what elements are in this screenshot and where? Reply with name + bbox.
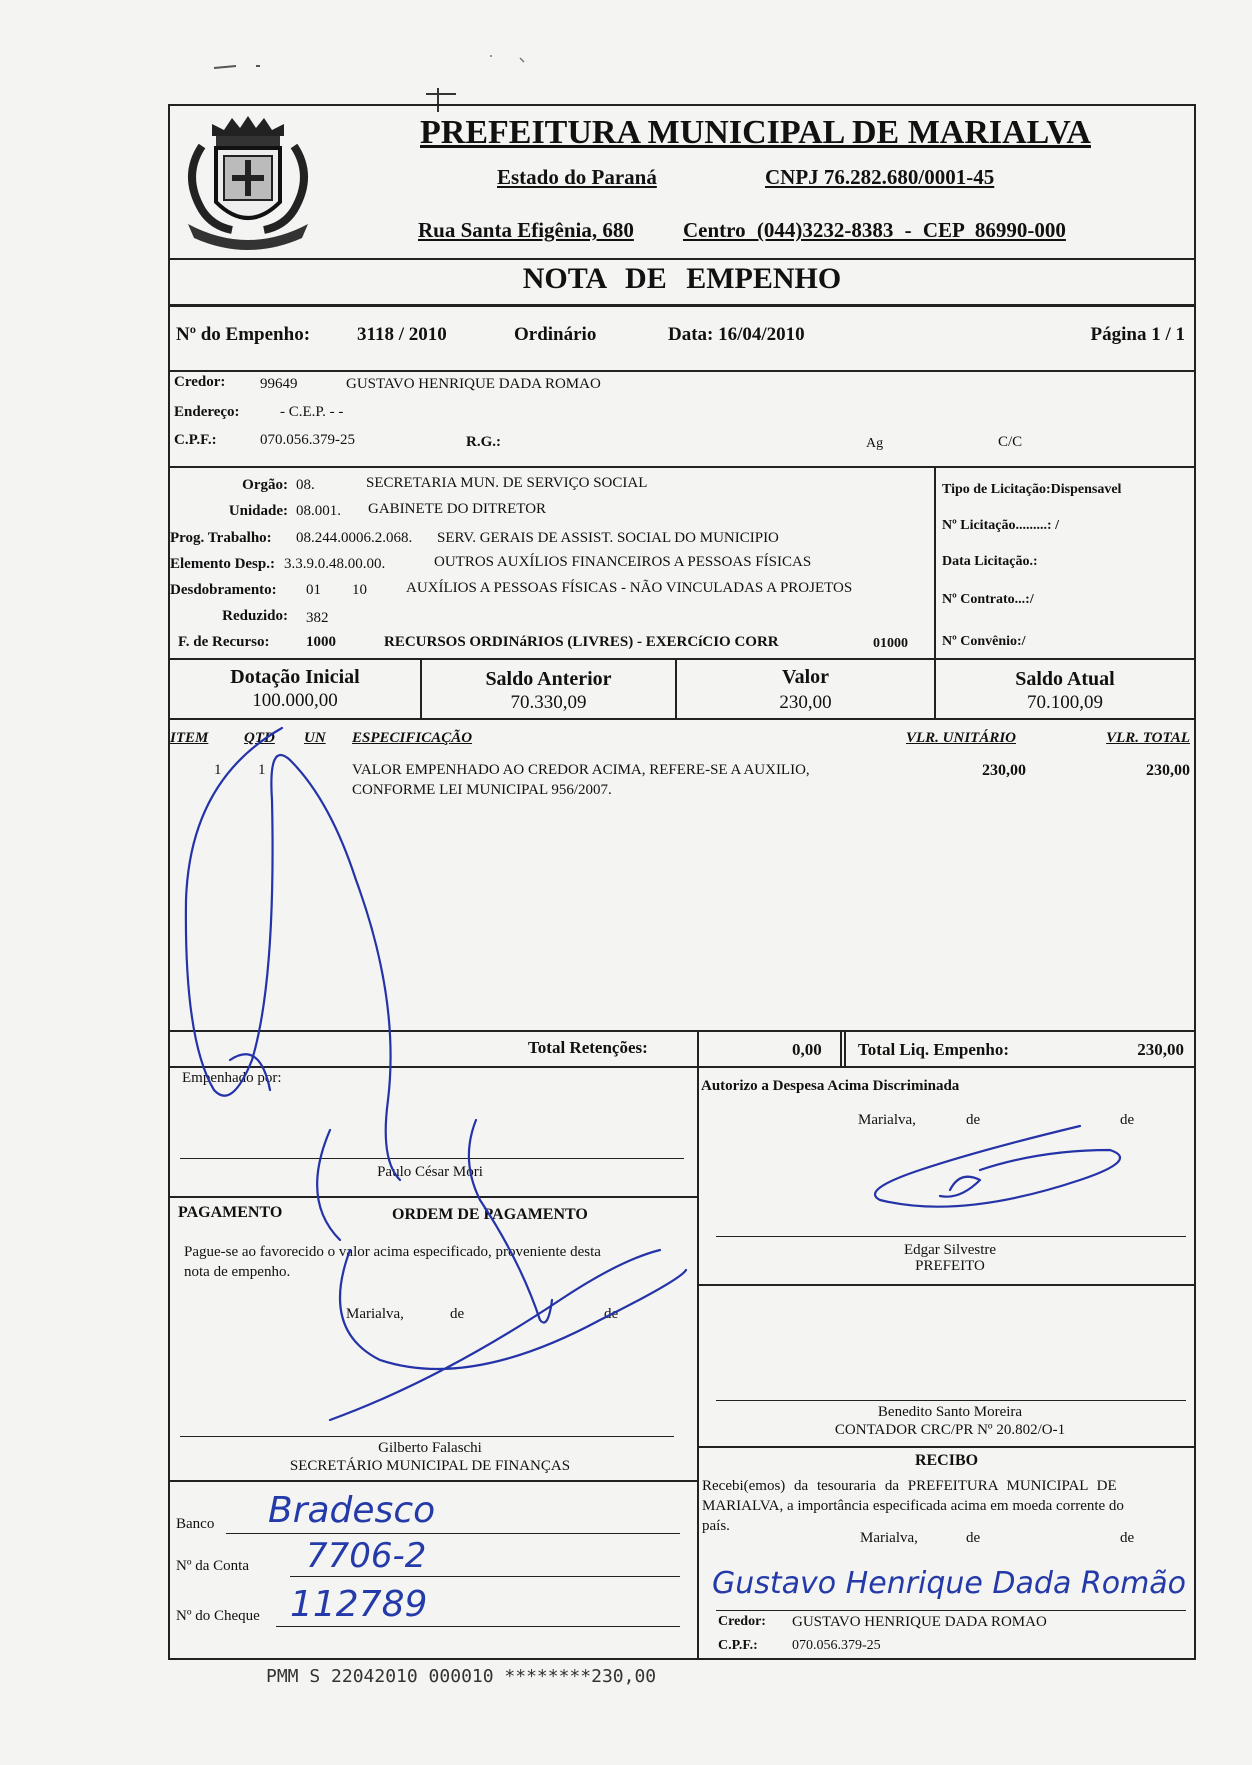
unidade-desc: GABINETE DO DITRETOR [368,501,547,517]
autorizo-de1: de [966,1112,981,1128]
orgao-label: Orgão: [242,477,288,493]
licitacao-numero: Nº Licitação.........: / [942,518,1059,533]
col-item: ITEM [170,730,209,746]
recibo-cpf: 070.056.379-25 [792,1638,881,1653]
prog-label: Prog. Trabalho: [170,530,272,546]
desd-desc: AUXÍLIOS A PESSOAS FÍSICAS - NÃO VINCULADAS A PROJETOS [406,580,853,596]
orgao-desc: SECRETARIA MUN. DE SERVIÇO SOCIAL [366,475,648,491]
empenhado-name: Paulo César Mori [377,1164,483,1180]
recibo-credor-label: Credor: [718,1614,766,1629]
header-title: PREFEITURA MUNICIPAL DE MARIALVA [420,114,1091,151]
recurso-code2: 01000 [873,636,908,651]
page-number: Página 1 / 1 [1090,324,1185,345]
col-qtd: QTD [244,730,275,746]
saldo-anterior-label: Saldo Anterior [485,668,612,690]
pagamento-de2: de [604,1306,619,1322]
recibo-text3: país. [702,1518,730,1534]
pagamento-text2: nota de empenho. [184,1264,291,1280]
recibo-place: Marialva, [860,1530,918,1546]
cpf-label: C.P.F.: [174,432,217,448]
empenho-type: Ordinário [514,324,597,345]
retencoes-label: Total Retenções: [528,1038,648,1057]
autorizo-label: Autorizo a Despesa Acima Discriminada [701,1078,960,1094]
secretario-role: SECRETÁRIO MUNICIPAL DE FINANÇAS [289,1458,571,1474]
reduzido-label: Reduzido: [222,608,288,624]
row-unit: 230,00 [982,762,1026,779]
col-un: UN [304,730,326,746]
prefeito-name: Edgar Silvestre [903,1242,997,1258]
recibo-text2: MARIALVA, a importância especificada acima em moeda corrente do [702,1498,1124,1514]
retencoes-value: 0,00 [792,1040,822,1059]
recibo-credor-name: GUSTAVO HENRIQUE DADA ROMAO [792,1614,1047,1630]
footer-stamp: PMM S 22042010 000010 ********230,00 [266,1666,657,1687]
desd-code1: 01 [306,582,321,598]
row-total: 230,00 [1146,762,1190,779]
unidade-label: Unidade: [228,503,288,519]
credor-address: - C.E.P. - - [280,404,344,420]
pagamento-place: Marialva, [346,1306,404,1322]
empenhado-label: Empenhado por: [182,1070,282,1086]
licitacao-tipo: Tipo de Licitação:Dispensavel [942,482,1122,497]
conta-label: Nº da Conta [176,1558,249,1574]
valor-label: Valor [781,666,830,688]
doc-title: NOTA DE EMPENHO [522,262,842,295]
address-label: Endereço: [174,404,240,420]
reduzido-value: 382 [306,610,329,626]
banco-handwritten: Bradesco [268,1490,436,1531]
empenho-number: 3118 / 2010 [357,324,447,345]
ordem-pagamento-label: ORDEM DE PAGAMENTO [392,1206,588,1223]
recibo-signature: Gustavo Henrique Dada Romão [712,1566,1187,1601]
cheque-label: Nº do Cheque [176,1608,260,1624]
row-item: 1 [214,762,222,778]
recibo-text1: Recebi(emos) da tesouraria da PREFEITURA MUNICIPAL DE [702,1478,1117,1494]
elem-code: 3.3.9.0.48.00.00. [284,556,386,572]
col-spec: ESPECIFICAÇÃO [352,730,473,746]
autorizo-place: Marialva, [858,1112,916,1128]
dotacao-label: Dotação Inicial [230,666,360,688]
banco-label: Banco [176,1516,215,1532]
row-qtd: 1 [258,762,266,778]
licitacao-convenio: Nº Convênio:/ [942,634,1026,649]
recibo-de1: de [966,1530,981,1546]
prefeito-role: PREFEITO [915,1258,985,1274]
saldo-anterior-value: 70.330,09 [510,692,587,713]
credor-label: Credor: [174,374,226,390]
header-state: Estado do Paraná [497,165,657,189]
recibo-de2: de [1120,1530,1135,1546]
saldo-atual-label: Saldo Atual [1015,668,1115,690]
prog-code: 08.244.0006.2.068. [296,530,413,546]
liquido-label: Total Liq. Empenho: [858,1040,1009,1059]
row-spec-line1: VALOR EMPENHADO AO CREDOR ACIMA, REFERE-SE A AUXILIO, [352,762,810,778]
header-cnpj: CNPJ 76.282.680/0001-45 [765,165,995,189]
desd-code2: 10 [352,582,367,598]
valor-value: 230,00 [779,692,832,713]
pagamento-text1: Pague-se ao favorecido o valor acima especificado, proveniente desta [184,1244,601,1260]
rg-label: R.G.: [466,434,501,450]
empenho-label: Nº do Empenho: [176,324,311,345]
contador-role: CONTADOR CRC/PR Nº 20.802/O-1 [834,1422,1066,1438]
elem-desc: OUTROS AUXÍLIOS FINANCEIROS A PESSOAS FÍSICAS [434,554,812,570]
credor-name: GUSTAVO HENRIQUE DADA ROMAO [346,376,601,392]
empenho-date: Data: 16/04/2010 [668,324,805,345]
cheque-handwritten: 112789 [290,1584,428,1625]
elem-label: Elemento Desp.: [170,556,275,572]
liquido-value: 230,00 [1137,1040,1184,1059]
licitacao-contrato: Nº Contrato...:/ [942,592,1034,607]
saldo-atual-value: 70.100,09 [1027,692,1103,713]
orgao-code: 08. [296,477,315,493]
col-unit: VLR. UNITÁRIO [906,730,1017,746]
header-district: Centro (044)3232-8383 - CEP 86990-000 [683,218,1066,242]
conta-handwritten: 7706-2 [306,1536,427,1576]
secretario-name: Gilberto Falaschi [378,1440,482,1456]
col-total: VLR. TOTAL [1106,730,1190,746]
recurso-label: F. de Recurso: [178,634,270,650]
pagamento-de1: de [450,1306,465,1322]
licitacao-data: Data Licitação.: [942,554,1038,569]
ag-label: Ag [866,436,884,451]
prog-desc: SERV. GERAIS DE ASSIST. SOCIAL DO MUNICIPIO [437,530,779,546]
recurso-code: 1000 [306,634,336,650]
recibo-cpf-label: C.P.F.: [718,1638,758,1653]
contador-name: Benedito Santo Moreira [877,1404,1023,1420]
unidade-code: 08.001. [296,503,341,519]
credor-code: 99649 [260,376,298,392]
recibo-label: RECIBO [914,1452,979,1469]
dotacao-value: 100.000,00 [252,690,338,711]
row-spec-line2: CONFORME LEI MUNICIPAL 956/2007. [352,782,612,798]
recurso-desc: RECURSOS ORDINáRIOS (LIVRES) - EXERCíCIO CORR [384,634,779,650]
credor-cpf: 070.056.379-25 [260,432,355,448]
header-address: Rua Santa Efigênia, 680 [418,218,634,242]
autorizo-de2: de [1120,1112,1135,1128]
desd-label: Desdobramento: [170,582,277,598]
cc-label: C/C [998,434,1023,450]
pagamento-label: PAGAMENTO [178,1204,283,1221]
